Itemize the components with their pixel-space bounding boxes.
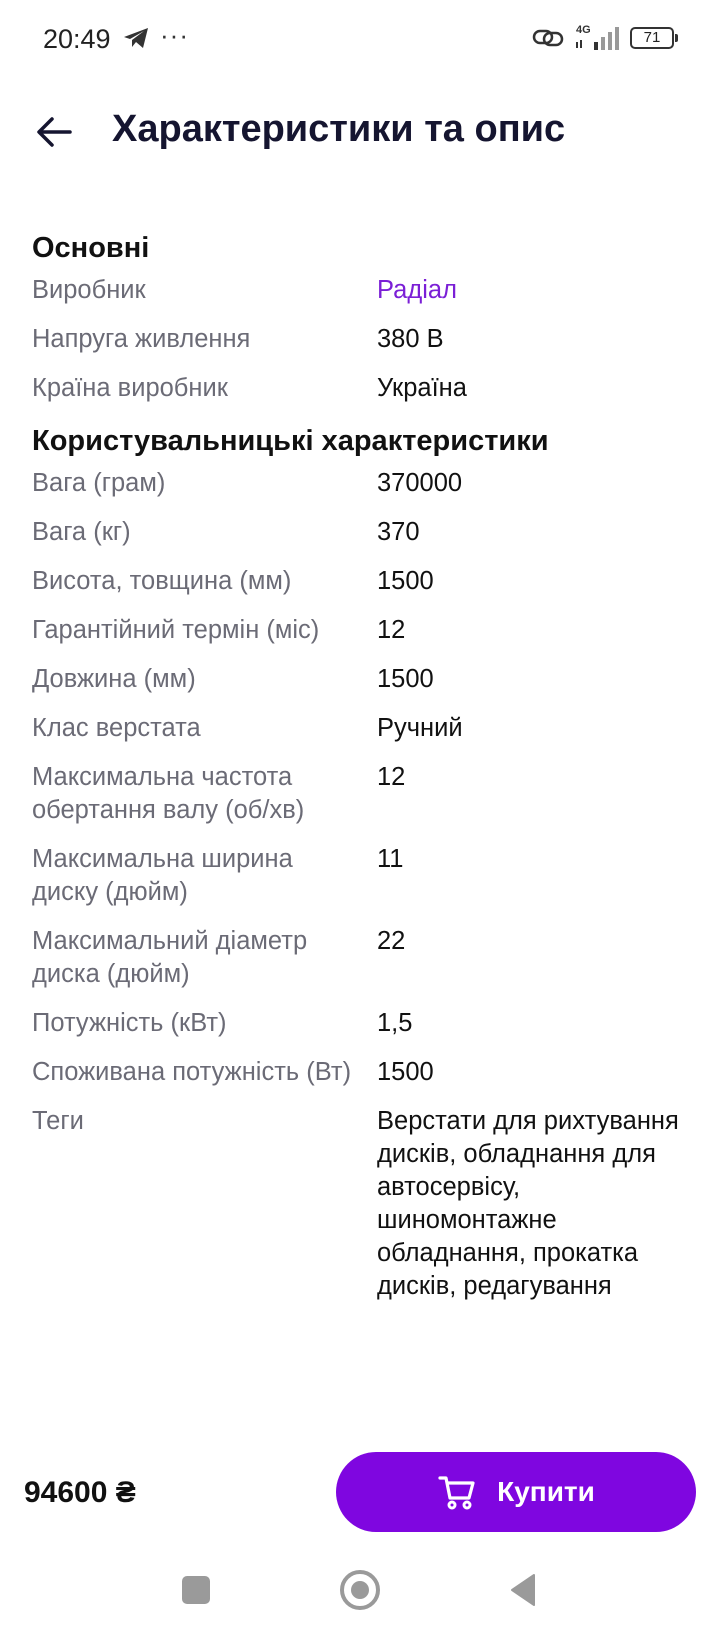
spec-row — [32, 761, 692, 827]
spec-row — [32, 843, 692, 909]
spec-row — [32, 274, 692, 307]
page-title: Характеристики та опис — [112, 108, 566, 150]
section-main — [32, 228, 692, 405]
spec-label: Клас верстата — [32, 714, 201, 742]
spec-label: Максимальна частота обертання валу (об/хв) — [32, 763, 305, 824]
spec-value: 11 — [377, 845, 404, 873]
spec-row — [32, 925, 692, 991]
spec-row — [32, 372, 692, 405]
spec-label: Виробник — [32, 276, 146, 304]
spec-label: Споживана потужність (Вт) — [32, 1058, 352, 1086]
section-user-specs — [32, 421, 692, 1303]
spec-row — [32, 1056, 692, 1089]
arrow-left-icon — [36, 116, 72, 148]
spec-value: 380 В — [377, 325, 444, 353]
navigation-bar — [0, 1550, 720, 1640]
section-title: Основні — [32, 232, 150, 264]
buy-bar — [0, 1438, 720, 1538]
spec-value: 370 — [377, 518, 420, 546]
section-title: Користувальницькі характеристики — [32, 425, 549, 457]
more-notifications-icon: ··· — [160, 20, 189, 50]
tags-value: Верстати для рихтування дисків, обладнання для автосервісу, шиномонтажне обладнання, прокатка дисків, редагування — [377, 1107, 679, 1300]
telegram-icon — [122, 26, 150, 50]
spec-row — [32, 516, 692, 549]
spec-row — [32, 663, 692, 696]
spec-label: Гарантійний термін (міс) — [32, 616, 320, 644]
price: 94600 ₴ — [24, 1476, 136, 1509]
buy-button[interactable] — [336, 1452, 696, 1532]
network-type: 4G — [576, 24, 591, 36]
battery-level: 71 — [643, 29, 661, 46]
spec-label: Довжина (мм) — [32, 665, 196, 693]
home-icon[interactable] — [340, 1570, 380, 1610]
back-button[interactable] — [30, 110, 78, 154]
recent-apps-icon[interactable] — [182, 1576, 210, 1604]
spec-row — [32, 565, 692, 598]
spec-value: 370000 — [377, 469, 463, 497]
spec-row — [32, 614, 692, 647]
spec-label: Висота, товщина (мм) — [32, 567, 292, 595]
spec-label: Напруга живлення — [32, 325, 251, 353]
spec-value: Україна — [377, 374, 467, 402]
spec-label: Максимальний діаметр диска (дюйм) — [32, 927, 308, 988]
status-bar — [0, 0, 720, 80]
specs-content[interactable] — [32, 228, 692, 1438]
spec-value: 22 — [377, 927, 406, 955]
manufacturer-link[interactable]: Радіал — [377, 276, 457, 304]
spec-row — [32, 712, 692, 745]
spec-label: Максимальна ширина диску (дюйм) — [32, 845, 293, 906]
spec-value: Ручний — [377, 714, 463, 742]
spec-row — [32, 1105, 692, 1303]
battery-icon — [630, 27, 674, 49]
spec-value: 1,5 — [377, 1009, 413, 1037]
header — [0, 92, 720, 172]
spec-label: Вага (кг) — [32, 518, 131, 546]
signal-icon — [574, 22, 622, 52]
spec-row — [32, 1007, 692, 1040]
spec-value: 1500 — [377, 665, 434, 693]
spec-row — [32, 467, 692, 500]
spec-value: 1500 — [377, 1058, 434, 1086]
spec-label: Вага (грам) — [32, 469, 166, 497]
cart-icon — [437, 1472, 477, 1512]
nav-back-icon[interactable] — [508, 1572, 538, 1608]
spec-label: Теги — [32, 1107, 84, 1135]
spec-row — [32, 323, 692, 356]
spec-value: 1500 — [377, 567, 434, 595]
spec-label: Країна виробник — [32, 374, 228, 402]
spec-label: Потужність (кВт) — [32, 1009, 227, 1037]
link-icon — [532, 27, 564, 49]
spec-value: 12 — [377, 763, 406, 791]
status-time: 20:49 — [43, 24, 111, 54]
spec-value: 12 — [377, 616, 406, 644]
buy-button-label: Купити — [497, 1476, 595, 1507]
